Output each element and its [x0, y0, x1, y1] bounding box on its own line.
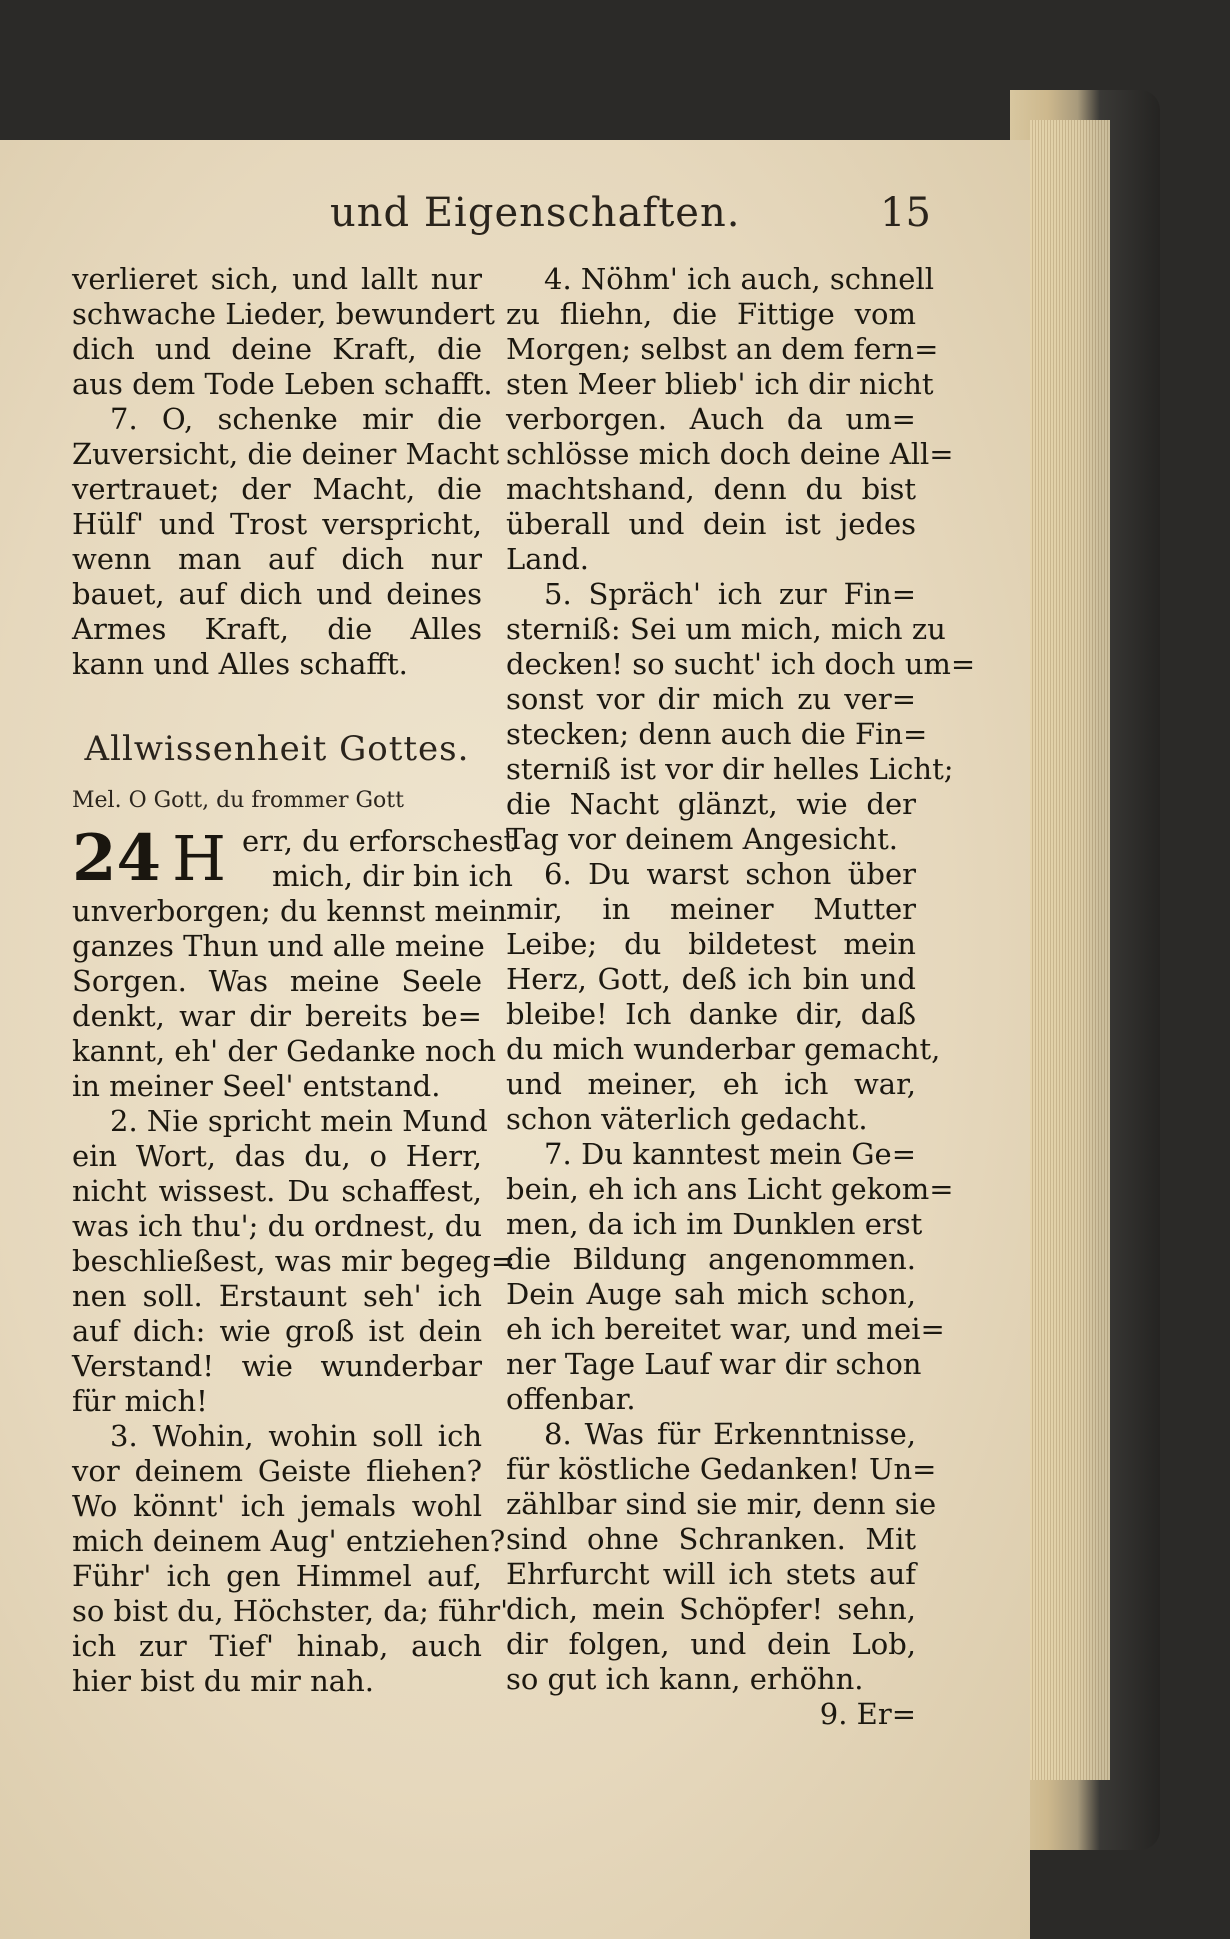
text-line: beschließest, was mir begeg=	[72, 1244, 516, 1278]
text-line: Verstand! wie wunderbar	[72, 1349, 482, 1383]
text-line: 7. O, schenke mir die	[110, 402, 482, 436]
text-line: decken! so sucht' ich doch um=	[506, 647, 976, 681]
text-line: verborgen. Auch da um=	[506, 402, 916, 436]
catchword: 9. Er=	[819, 1697, 916, 1731]
text-line: unverborgen; du kennst mein	[72, 894, 507, 928]
text-line: kannt, eh' der Gedanke noch	[72, 1034, 497, 1068]
text-line: auf dich: wie groß ist dein	[72, 1314, 482, 1348]
text-line: Land.	[506, 542, 590, 576]
text-line: sonst vor dir mich zu ver=	[506, 682, 916, 716]
text-line: für mich!	[72, 1384, 208, 1418]
text-line: und meiner, eh ich war,	[506, 1067, 916, 1101]
text-line: machtshand, denn du bist	[506, 472, 916, 506]
text-line: 8. Was für Erkenntnisse,	[544, 1417, 916, 1451]
text-line: Hülf' und Trost verspricht,	[72, 507, 482, 541]
text-line: die Bildung angenommen.	[506, 1242, 916, 1276]
text-line: 7. Du kanntest mein Ge=	[544, 1137, 916, 1171]
text-line: was ich thu'; du ordnest, du	[72, 1209, 482, 1243]
left-column-top-text	[72, 262, 500, 682]
text-line: Leibe; du bildetest mein	[506, 927, 916, 961]
text-line: die Nacht glänzt, wie der	[506, 787, 916, 821]
text-line: mir, in meiner Mutter	[506, 892, 916, 926]
text-line: vertrauet; der Macht, die	[72, 472, 482, 506]
text-line: in meiner Seel' entstand.	[72, 1069, 441, 1103]
drop-cap-initial: H	[172, 822, 227, 895]
text-line: 4. Nöhm' ich auch, schnell	[544, 262, 935, 296]
text-line: offenbar.	[506, 1382, 636, 1416]
hymn-opening	[72, 821, 516, 896]
text-line: dir folgen, und dein Lob,	[506, 1627, 916, 1661]
text-line: überall und dein ist jedes	[506, 507, 916, 541]
page-number: 15	[880, 190, 931, 236]
text-line: schwache Lieder, bewundert	[72, 297, 495, 331]
text-line: Morgen; selbst an dem fern=	[506, 332, 939, 366]
text-line: Ehrfurcht will ich stets auf	[506, 1557, 916, 1591]
text-line: zu fliehn, die Fittige vom	[506, 297, 916, 331]
left-column	[72, 262, 516, 1699]
text-line: Tag vor deinem Angesicht.	[506, 822, 898, 856]
text-line: ner Tage Lauf war dir schon	[506, 1347, 922, 1381]
text-line: schon väterlich gedacht.	[506, 1102, 868, 1136]
running-header	[0, 190, 1000, 250]
text-line: sten Meer blieb' ich dir nicht	[506, 367, 934, 401]
text-line: Herz, Gott, deß ich bin und	[506, 962, 916, 996]
right-column	[506, 262, 976, 1732]
text-line: so gut ich kann, erhöhn.	[506, 1662, 864, 1696]
text-line: schlösse mich doch deine All=	[506, 437, 954, 471]
text-line: aus dem Tode Leben schafft.	[72, 367, 493, 401]
text-line: bauet, auf dich und deines	[72, 577, 482, 611]
text-line: du mich wunderbar gemacht,	[506, 1032, 941, 1066]
text-line: Dein Auge sah mich schon,	[506, 1277, 916, 1311]
text-line: wenn man auf dich nur	[72, 542, 482, 576]
text-line: bleibe! Ich danke dir, daß	[506, 997, 916, 1031]
text-line: Führ' ich gen Himmel auf,	[72, 1559, 482, 1593]
text-line: dich, mein Schöpfer! sehn,	[506, 1592, 916, 1626]
text-line: men, da ich im Dunklen erst	[506, 1207, 923, 1241]
text-line: 5. Spräch' ich zur Fin=	[544, 577, 916, 611]
text-line: bein, eh ich ans Licht gekom=	[506, 1172, 954, 1206]
text-line: 3. Wohin, wohin soll ich	[110, 1419, 482, 1453]
text-line: nicht wissest. Du schaffest,	[72, 1174, 482, 1208]
text-line: kann und Alles schafft.	[72, 647, 408, 681]
melody-note: Mel. O Gott, du frommer Gott	[72, 788, 404, 813]
text-line: vor deinem Geiste fliehen?	[72, 1454, 482, 1488]
hymn-number: 24	[72, 821, 162, 896]
page-block-edges	[1030, 120, 1110, 1780]
text-line: sterniß: Sei um mich, mich zu	[506, 612, 946, 646]
text-line: so bist du, Höchster, da; führ'	[72, 1594, 509, 1628]
text-line: ganzes Thun und alle meine	[72, 929, 485, 963]
text-line: denkt, war dir bereits be=	[72, 999, 482, 1033]
text-line: stecken; denn auch die Fin=	[506, 717, 928, 751]
text-line: Armes Kraft, die Alles	[72, 612, 482, 646]
text-line: eh ich bereitet war, und mei=	[506, 1312, 945, 1346]
text-line: dich und deine Kraft, die	[72, 332, 482, 366]
text-line: Wo könnt' ich jemals wohl	[72, 1489, 482, 1523]
text-line: Sorgen. Was meine Seele	[72, 964, 482, 998]
text-line: sterniß ist vor dir helles Licht;	[506, 752, 954, 786]
section-heading: Allwissenheit Gottes.	[84, 729, 470, 769]
hymn-body-text	[72, 894, 516, 1699]
text-line: sind ohne Schranken. Mit	[506, 1522, 916, 1556]
text-line: hier bist du mir nah.	[72, 1664, 374, 1698]
header-title: und Eigenschaften.	[330, 190, 741, 236]
text-line: verlieret sich, und lallt nur	[72, 262, 482, 296]
text-line: zählbar sind sie mir, denn sie	[506, 1487, 937, 1521]
text-line: mich deinem Aug' entziehen?	[72, 1524, 506, 1558]
text-line: für köstliche Gedanken! Un=	[506, 1452, 937, 1486]
text-line: err, du erforschest	[242, 824, 516, 858]
text-line: mich, dir bin ich	[272, 859, 513, 893]
text-line: 6. Du warst schon über	[544, 857, 916, 891]
text-line: nen soll. Erstaunt seh' ich	[72, 1279, 482, 1313]
text-line: Zuversicht, die deiner Macht	[72, 437, 500, 471]
text-line: 2. Nie spricht mein Mund	[110, 1104, 488, 1138]
text-line: ich zur Tief' hinab, auch	[72, 1629, 482, 1663]
text-line: ein Wort, das du, o Herr,	[72, 1139, 482, 1173]
